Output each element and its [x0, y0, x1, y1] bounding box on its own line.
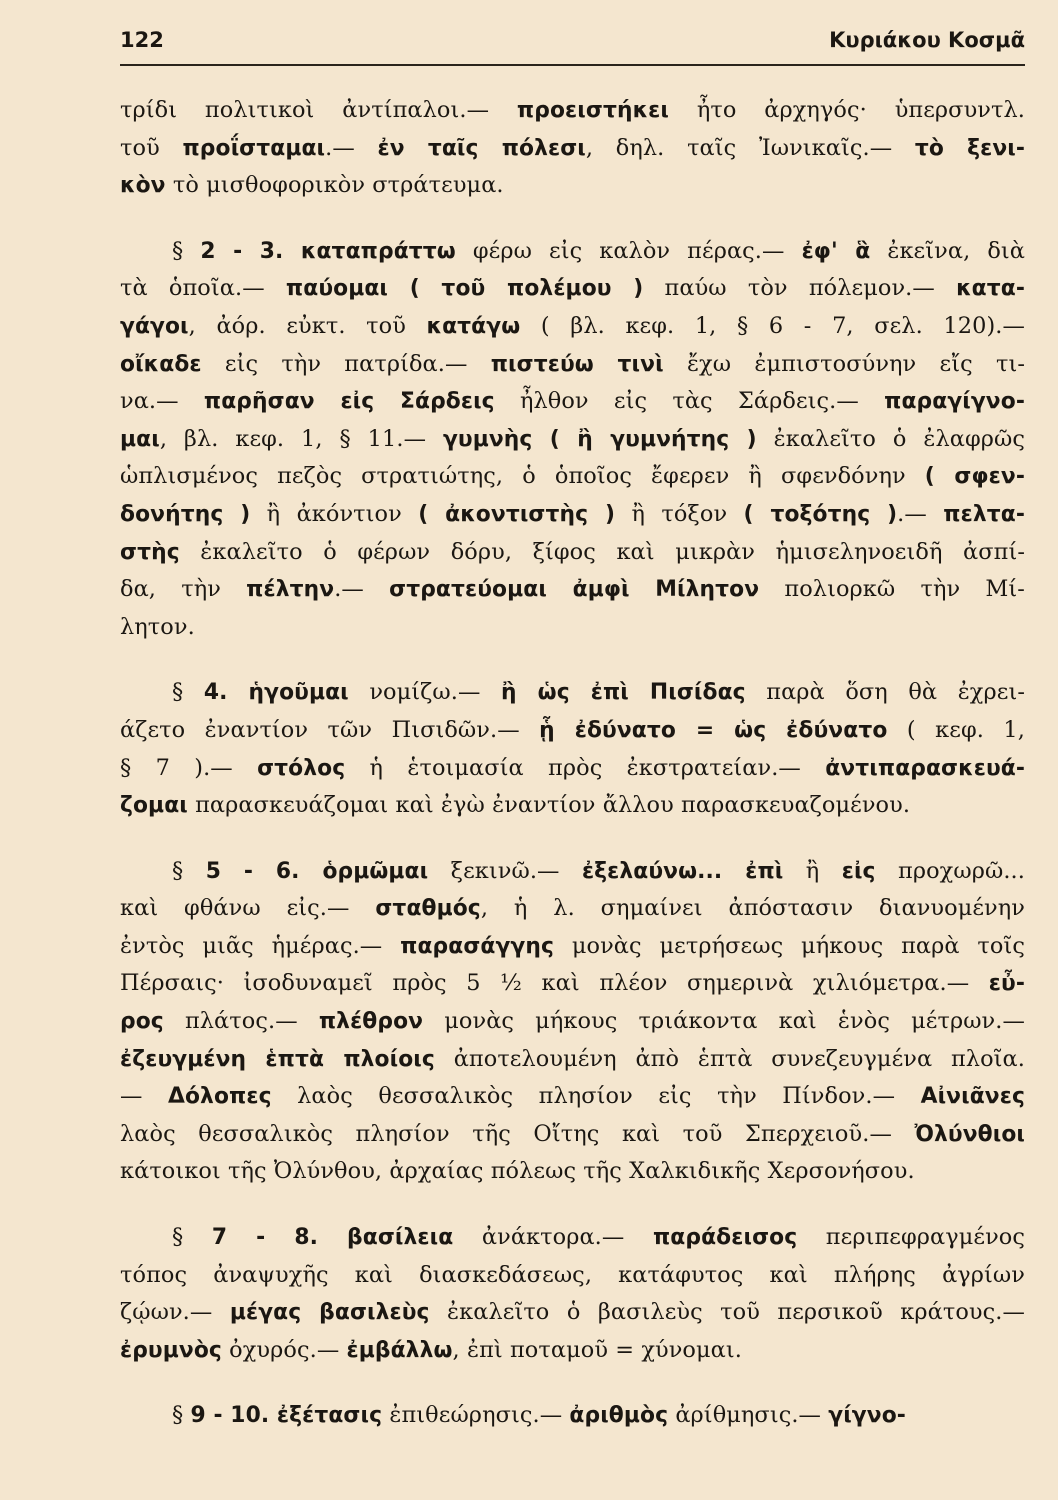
lemma-term: ἢ ὡς ἐπὶ Πισίδας: [501, 680, 746, 706]
gloss-text: , δηλ. ταῖς Ἰωνικαῖς.—: [585, 134, 915, 161]
gloss-text: ἦτο ἀρχηγός· ὑπερσυντλ.: [668, 97, 1025, 123]
text-line: [120, 130, 1025, 168]
paragraph: [120, 1397, 1025, 1435]
text-line: [120, 1116, 1025, 1154]
gloss-text: να.—: [120, 388, 204, 415]
gloss-text: φέρω εἰς καλὸν πέρας.—: [455, 237, 802, 264]
text-line: [120, 92, 1025, 130]
gloss-text: ἀνάκτορα.—: [453, 1224, 653, 1251]
paragraph-gap: [120, 825, 1025, 853]
gloss-text: ( βλ. κεφ. 1, § 6 - 7, σελ. 120).—: [520, 312, 1025, 339]
text-line: [120, 750, 1025, 788]
text-line: [120, 458, 1025, 496]
gloss-text: εἰς τὴν πατρίδα.—: [201, 350, 491, 377]
text-line: [120, 1332, 1025, 1370]
gloss-text: ἡ ἑτοιμασία πρὸς ἐκστρατείαν.—: [345, 754, 826, 781]
gloss-text: § 7 ).—: [120, 754, 258, 781]
lemma-term: γυμνὴς ( ἢ γυμνήτης ): [442, 426, 757, 452]
lemma-term: 4. ἡγοῦμαι: [203, 680, 349, 706]
paragraph-gap: [120, 1191, 1025, 1219]
text-line: [120, 346, 1025, 384]
text-line: [120, 965, 1025, 1003]
paragraph-gap: [120, 646, 1025, 674]
lemma-term: τὸ ξενι-: [914, 135, 1026, 161]
header-rule: [120, 64, 1025, 66]
lemma-term: μαι: [120, 426, 160, 452]
lemma-term: παραγίγνο-: [884, 389, 1025, 415]
text-line: [120, 167, 1025, 205]
gloss-text: ἢ τόξον: [615, 500, 744, 527]
gloss-text: παύω τὸν πόλεμον.—: [643, 275, 957, 302]
gloss-text: ἐκαλεῖτο ὁ βασιλεὺς τοῦ περσικοῦ κράτους.—: [429, 1299, 1025, 1326]
text-line: [120, 496, 1025, 534]
gloss-text: μονὰς μετρήσεως μήκους παρὰ τοῖς: [554, 932, 1026, 959]
paragraph: [120, 92, 1025, 205]
paragraph: [120, 1219, 1025, 1369]
lemma-term: Αἰνιᾶνες: [920, 1084, 1025, 1110]
text-line: [120, 534, 1025, 572]
text-line: [120, 308, 1025, 346]
lemma-term: κατα-: [956, 276, 1025, 302]
gloss-text: Πέρσαις· ἰσοδυναμεῖ πρὸς 5 ½ καὶ πλέον σημερινὰ χιλιόμετρα.—: [120, 970, 989, 997]
gloss-text: §: [172, 1224, 212, 1251]
paragraph: [120, 233, 1025, 647]
lemma-term: παράδεισος: [652, 1225, 798, 1251]
gloss-text: δα, τὴν: [120, 576, 247, 603]
text-line: [120, 1219, 1025, 1257]
text-line: [120, 1257, 1025, 1295]
gloss-text: πλάτος.—: [163, 1008, 319, 1035]
gloss-text: παρὰ ὅση θὰ ἐχρει-: [745, 679, 1025, 706]
gloss-text: τόπος ἀναψυχῆς καὶ διασκεδάσεως, κατάφυτος καὶ πλήρης ἀγρίων: [120, 1261, 1025, 1288]
lemma-term: πλέθρον: [318, 1009, 424, 1035]
lemma-term: 2 - 3. καταπράττω: [200, 238, 456, 264]
lemma-term: ( σφεν-: [924, 464, 1025, 490]
gloss-text: κάτοικοι τῆς Ὀλύνθου, ἀρχαίας πόλεως τῆς Χαλκιδικῆς Χερσονήσου.: [120, 1158, 915, 1185]
lemma-term: πέλτην: [246, 577, 335, 603]
gloss-text: §: [172, 857, 206, 884]
lemma-term: σταθμός: [375, 896, 481, 922]
lemma-term: μέγας βασιλεὺς: [229, 1300, 430, 1326]
text-line: [120, 787, 1025, 825]
gloss-text: , βλ. κεφ. 1, § 11.—: [159, 425, 443, 452]
text-line: [120, 890, 1025, 928]
text-line: [120, 1294, 1025, 1332]
gloss-text: ζῴων.—: [120, 1299, 230, 1326]
gloss-text: περιπεφραγμένος: [797, 1224, 1026, 1251]
lemma-term: προειστήκει: [516, 98, 669, 123]
gloss-text: λαὸς θεσσαλικὸς πλησίον τῆς Οἴτης καὶ τοῦ Σπερχειοῦ.—: [120, 1120, 915, 1147]
lemma-term: Ὀλύνθιοι: [914, 1121, 1025, 1147]
gloss-text: τὸ μισθοφορικὸν στράτευμα.: [165, 172, 504, 199]
gloss-text: παρασκευάζομαι καὶ ἐγὼ ἐναντίον ἄλλου παρασκευαζομένου.: [187, 792, 911, 819]
gloss-text: τρίδι πολιτικοὶ ἀντίπαλοι.—: [120, 97, 517, 123]
lemma-term: προΐσταμαι: [182, 135, 326, 161]
text-line: [120, 674, 1025, 712]
lemma-term: παρασάγγης: [400, 933, 555, 959]
text-line: [120, 270, 1025, 308]
gloss-text: λητον.: [120, 613, 195, 640]
gloss-text: ὀχυρός.—: [221, 1336, 347, 1363]
gloss-text: πολιορκῶ τὴν Μί-: [759, 576, 1025, 603]
text-line: [120, 712, 1025, 750]
commentary-body: [120, 92, 1025, 1435]
gloss-text: άζετο ἐναντίον τῶν Πισιδῶν.—: [120, 716, 540, 743]
gloss-text: .—: [334, 576, 390, 603]
lemma-term: κὸν: [120, 173, 166, 199]
gloss-text: ἢ ἀκόντιον: [250, 500, 419, 527]
gloss-text: ἐκαλεῖτο ὁ φέρων δόρυ, ξίφος καὶ μικρὰν ἡμισεληνοειδῆ ἀσπί-: [179, 538, 1025, 565]
lemma-term: ἐζευγμένη ἑπτὰ πλοίοις: [120, 1046, 435, 1072]
lemma-term: ᾗ ἐδύνατο = ὡς ἐδύνατο: [539, 717, 888, 743]
text-line: [120, 233, 1025, 271]
page-header: [120, 22, 1025, 56]
gloss-text: ἐκαλεῖτο ὁ ἐλαφρῶς: [756, 425, 1026, 452]
text-line: [120, 1397, 1025, 1435]
lemma-term: ζομαι: [120, 793, 188, 819]
text-line: [120, 1078, 1025, 1116]
gloss-text: ἀποτελουμένη ἀπὸ ἑπτὰ συνεζευγμένα πλοῖα.: [434, 1045, 1025, 1072]
paragraph-gap: [120, 1369, 1025, 1397]
text-line: [120, 383, 1025, 421]
gloss-text: ξεκινῶ.—: [428, 857, 582, 884]
lemma-term: ἀντιπαρασκευά-: [825, 755, 1025, 781]
gloss-text: §: [172, 1402, 191, 1429]
gloss-text: ἐπιθεώρησις.—: [382, 1402, 570, 1429]
gloss-text: , ἐπὶ ποταμοῦ = χύνομαι.: [452, 1336, 742, 1363]
lemma-term: δονήτης ): [120, 501, 251, 527]
lemma-term: ἐμβάλλω: [346, 1337, 453, 1363]
gloss-text: —: [120, 1083, 169, 1110]
text-line: [120, 1041, 1025, 1079]
lemma-term: πιστεύω τινὶ: [490, 351, 664, 377]
text-line: [120, 609, 1025, 647]
lemma-term: ἐρυμνὸς: [120, 1337, 222, 1363]
gloss-text: λαὸς θεσσαλικὸς πλησίον εἰς τὴν Πίνδον.—: [271, 1083, 921, 1110]
lemma-term: ἐν ταῖς πόλεσι: [377, 135, 586, 161]
gloss-text: μονὰς μήκους τριάκοντα καὶ ἑνὸς μέτρων.—: [423, 1008, 1025, 1035]
lemma-term: ( ἀκοντιστὴς ): [418, 501, 616, 527]
gloss-text: ἔχω ἐμπιστοσύνην εἴς τι-: [663, 350, 1026, 377]
lemma-term: στόλος: [257, 755, 346, 781]
lemma-term: ἐφ' ἃ: [801, 238, 871, 264]
gloss-text: §: [172, 679, 204, 706]
lemma-term: στὴς: [120, 539, 180, 565]
gloss-text: , ἀόρ. εὐκτ. τοῦ: [188, 312, 427, 339]
lemma-term: παύομαι ( τοῦ πολέμου ): [285, 276, 644, 302]
gloss-text: καὶ φθάνω εἰς.—: [120, 895, 376, 922]
lemma-term: στρατεύομαι ἀμφὶ Μίλητον: [389, 577, 760, 603]
lemma-term: 9 - 10. ἐξέτασις: [190, 1403, 383, 1429]
text-line: [120, 421, 1025, 459]
text-line: [120, 1153, 1025, 1191]
paragraph: [120, 674, 1025, 824]
gloss-text: νομίζω.—: [348, 679, 502, 706]
paragraph-gap: [120, 205, 1025, 233]
gloss-text: ὡπλισμένος πεζὸς στρατιώτης, ὁ ὁποῖος ἔφερεν ἢ σφενδόνην: [120, 463, 925, 490]
paragraph: [120, 853, 1025, 1191]
gloss-text: προχωρῶ...: [875, 857, 1025, 884]
text-line: [120, 853, 1025, 891]
lemma-term: εἰς: [841, 858, 876, 884]
gloss-text: ( κεφ. 1,: [887, 716, 1025, 743]
gloss-text: ἦλθον εἰς τὰς Σάρδεις.—: [494, 388, 885, 415]
running-title: Κυριάκου Κοσμᾶ: [829, 28, 1025, 52]
lemma-term: Δόλοπες: [168, 1084, 272, 1110]
lemma-term: 7 - 8. βασίλεια: [211, 1225, 454, 1251]
lemma-term: παρῆσαν εἰς Σάρδεις: [203, 389, 495, 415]
gloss-text: ἀρίθμησις.—: [668, 1402, 829, 1429]
lemma-term: ἀριθμὸς: [569, 1403, 669, 1429]
text-line: [120, 928, 1025, 966]
gloss-text: ἐντὸς μιᾶς ἡμέρας.—: [120, 932, 401, 959]
gloss-text: ἢ: [783, 857, 842, 884]
gloss-text: §: [172, 237, 201, 264]
lemma-term: γίγνο-: [828, 1403, 906, 1429]
lemma-term: πελτα-: [943, 501, 1025, 527]
lemma-term: κατάγω: [426, 313, 521, 339]
lemma-term: ρος: [120, 1009, 164, 1035]
lemma-term: οἴκαδε: [120, 351, 202, 377]
text-line: [120, 571, 1025, 609]
gloss-text: τοῦ: [120, 134, 183, 161]
lemma-term: ( τοξότης ): [743, 501, 898, 527]
gloss-text: τὰ ὁποῖα.—: [120, 275, 286, 302]
lemma-term: εὖ-: [988, 971, 1025, 997]
lemma-term: γάγοι: [120, 313, 189, 339]
lemma-term: ἐξελαύνω... ἐπὶ: [581, 858, 784, 884]
gloss-text: .—: [325, 134, 378, 161]
gloss-text: , ἡ λ. σημαίνει ἀπόστασιν διανυομένην: [480, 895, 1025, 922]
page-number: 122: [120, 28, 164, 52]
text-line: [120, 1003, 1025, 1041]
gloss-text: ἐκεῖνα, διὰ: [870, 237, 1025, 264]
lemma-term: 5 - 6. ὁρμῶμαι: [205, 858, 429, 884]
gloss-text: .—: [897, 500, 944, 527]
